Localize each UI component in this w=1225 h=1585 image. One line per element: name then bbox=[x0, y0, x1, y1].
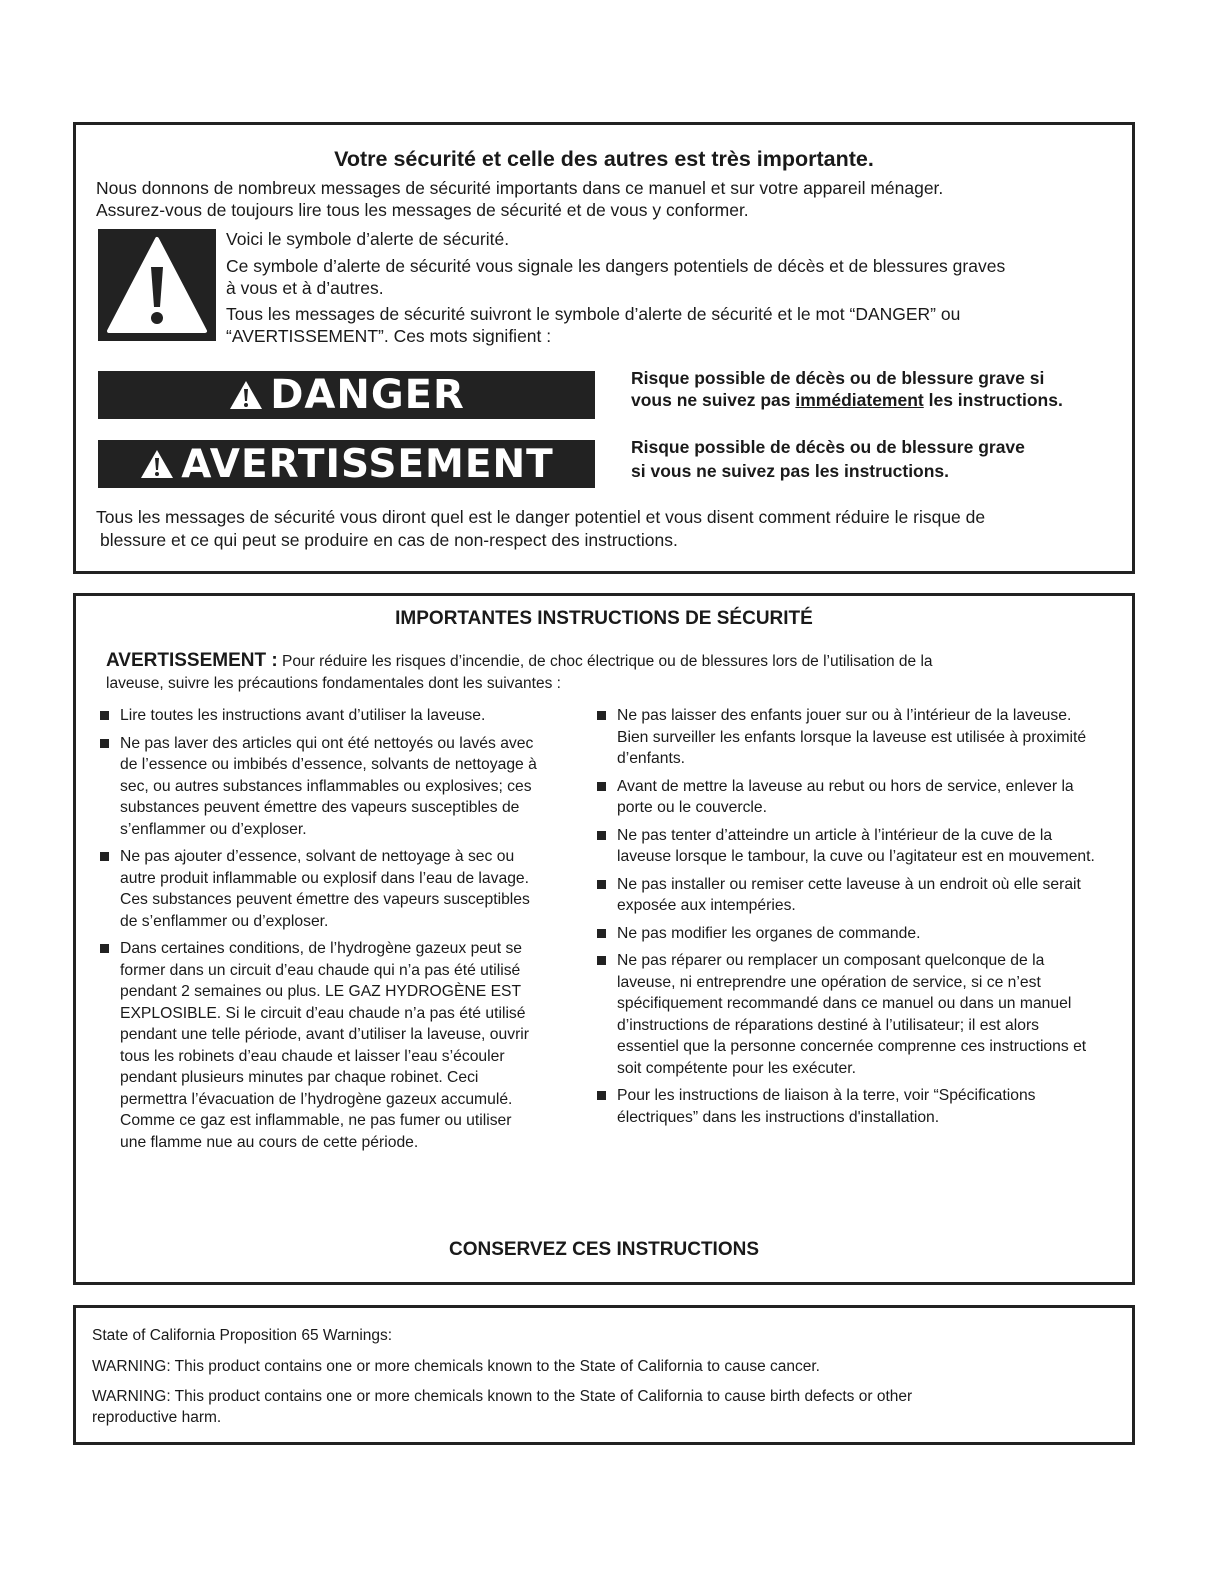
warning-alert-icon bbox=[139, 448, 175, 480]
danger-banner bbox=[98, 371, 595, 419]
safety-footer-line1: Tous les messages de sécurité vous diront quel est le danger potentiel et vous disent comment réduire le risque de bbox=[96, 507, 986, 527]
prop65-warning2-line2: reproductive harm. bbox=[92, 1409, 222, 1426]
list-item: Ne pas réparer ou remplacer un composant quelconque de la laveuse, ni entreprendre une opération de service, si ce n’est spécifiquement recommandé dans ce manuel ou dans un manuel d’instructions de réparations destiné à l’utilisateur; il est alors essentiel que la personne concernée comprenne ces instructions et soit compétente pour les exécuter. bbox=[595, 950, 1095, 1079]
warning-desc-line2: si vous ne suivez pas les instructions. bbox=[631, 461, 950, 481]
warning-desc-line1: Risque possible de décès ou de blessure grave bbox=[631, 437, 1025, 457]
prop65-warning2-line1: WARNING: This product contains one or more chemicals known to the State of California to cause birth defects or other bbox=[92, 1388, 913, 1405]
instructions-warning-line2: laveuse, suivre les précautions fondamentales dont les suivantes : bbox=[106, 675, 561, 692]
symbol-line2b: à vous et à d’autres. bbox=[226, 278, 384, 298]
danger-label: DANGER bbox=[270, 372, 465, 418]
safety-intro-line2: Assurez-vous de toujours lire tous les messages de sécurité et de vous y conformer. bbox=[96, 200, 749, 220]
list-item: Lire toutes les instructions avant d’utiliser la laveuse. bbox=[98, 705, 538, 727]
instructions-list-right bbox=[595, 705, 1095, 1134]
symbol-line1: Voici le symbole d’alerte de sécurité. bbox=[226, 229, 510, 249]
instructions-title: IMPORTANTES INSTRUCTIONS DE SÉCURITÉ bbox=[395, 608, 813, 629]
symbol-line2a: Ce symbole d’alerte de sécurité vous signale les dangers potentiels de décès et de blessures graves bbox=[226, 256, 1006, 276]
list-item: Ne pas laver des articles qui ont été nettoyés ou lavés avec de l’essence ou imbibés d’essence, solvants de nettoyage à sec, ou autres substances inflammables ou explosives; ces substances peuvent émettre des vapeurs susceptibles de s’enflammer ou d’exploser. bbox=[98, 733, 538, 841]
list-item: Ne pas modifier les organes de commande. bbox=[595, 923, 1095, 945]
safety-overview-box bbox=[73, 122, 1135, 574]
danger-desc-line2: vous ne suivez pas immédiatement les instructions. bbox=[631, 390, 1063, 410]
list-item: Avant de mettre la laveuse au rebut ou hors de service, enlever la porte ou le couvercle. bbox=[595, 776, 1095, 819]
list-item: Dans certaines conditions, de l’hydrogène gazeux peut se former dans un circuit d’eau chaude qui n’a pas été utilisé pendant 2 semaines ou plus. LE GAZ HYDROGÈNE EST EXPLOSIBLE. Si le circuit d’eau chaude n’a pas été utilisé pendant une telle période, avant d’utiliser la laveuse, ouvrir tous les robinets d’eau chaude et laisser l’eau s’écouler pendant plusieurs minutes par chaque robinet. Ceci permettra l’évacuation de l’hydrogène gazeux accumulé. Comme ce gaz est inflammable, ne pas fumer ou utiliser une flamme nue au cours de cette période. bbox=[98, 938, 538, 1153]
instructions-warning-line1: AVERTISSEMENT : Pour réduire les risques d’incendie, de choc électrique ou de blessures lors de l’utilisation de la bbox=[106, 650, 933, 671]
list-item: Ne pas ajouter d’essence, solvant de nettoyage à sec ou autre produit inflammable ou explosif dans l’eau de lavage. Ces substances peuvent émettre des vapeurs susceptibles de s’enflammer ou d’exploser. bbox=[98, 846, 538, 932]
prop65-heading: State of California Proposition 65 Warnings: bbox=[92, 1327, 393, 1344]
list-item: Ne pas tenter d’atteindre un article à l’intérieur de la cuve de la laveuse lorsque le tambour, la cuve ou l’agitateur est en mouvement. bbox=[595, 825, 1095, 868]
warning-banner bbox=[98, 440, 595, 488]
danger-alert-icon bbox=[228, 379, 264, 411]
important-instructions-box bbox=[73, 593, 1135, 1285]
safety-intro-line1: Nous donnons de nombreux messages de sécurité importants dans ce manuel et sur votre appareil ménager. bbox=[96, 178, 944, 198]
instructions-list-left bbox=[98, 705, 538, 1159]
danger-desc-line1: Risque possible de décès ou de blessure grave si bbox=[631, 368, 1045, 388]
symbol-line3a: Tous les messages de sécurité suivront le symbole d’alerte de sécurité et le mot “DANGER” ou bbox=[226, 304, 961, 324]
prop65-warning1: WARNING: This product contains one or more chemicals known to the State of California to cause cancer. bbox=[92, 1358, 820, 1375]
instructions-footer: CONSERVEZ CES INSTRUCTIONS bbox=[448, 1239, 760, 1260]
prop65-box bbox=[73, 1305, 1135, 1445]
symbol-line3b: “AVERTISSEMENT”. Ces mots signifient : bbox=[226, 326, 552, 346]
safety-alert-icon bbox=[98, 229, 216, 341]
safety-title: Votre sécurité et celle des autres est très importante. bbox=[334, 147, 874, 171]
list-item: Pour les instructions de liaison à la terre, voir “Spécifications électriques” dans les instructions d'installation. bbox=[595, 1085, 1095, 1128]
warning-label: AVERTISSEMENT bbox=[181, 441, 554, 487]
list-item: Ne pas laisser des enfants jouer sur ou à l’intérieur de la laveuse. Bien surveiller les enfants lorsque la laveuse est utilisée à proximité d’enfants. bbox=[595, 705, 1095, 770]
list-item: Ne pas installer ou remiser cette laveuse à un endroit où elle serait exposée aux intempéries. bbox=[595, 874, 1095, 917]
safety-footer-line2: blessure et ce qui peut se produire en cas de non-respect des instructions. bbox=[100, 530, 678, 550]
